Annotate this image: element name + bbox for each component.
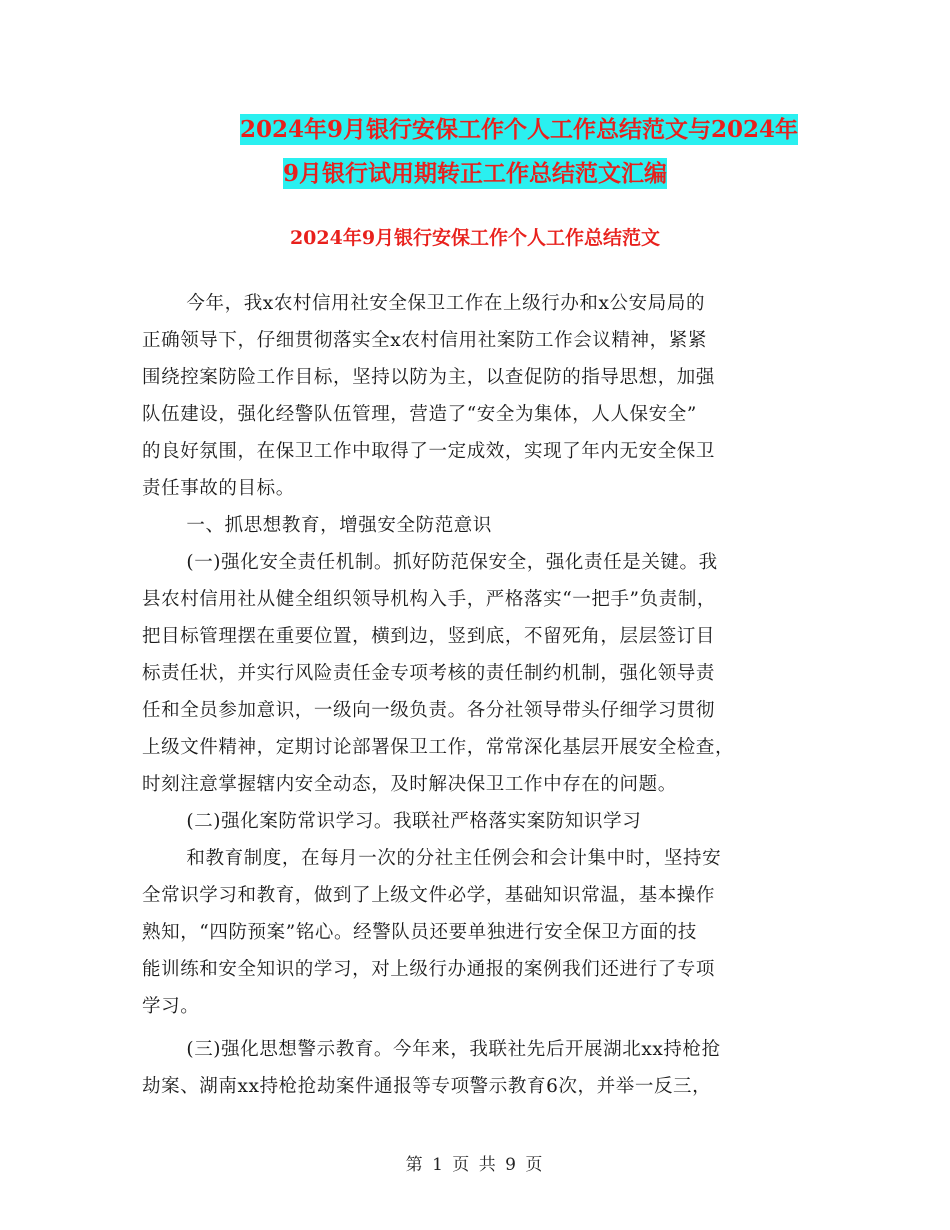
text-line: 任和全员参加意识，一级向一级负责。各分社领导带头仔细学习贯彻: [142, 700, 716, 721]
text-line: (三)强化思想警示教育。今年来，我联社先后开展湖北xx持枪抢: [186, 1039, 721, 1060]
section-heading: 一、抓思想教育，增强安全防范意识: [186, 515, 492, 536]
text-line: 全常识学习和教育，做到了上级文件必学，基础知识常温，基本操作: [142, 885, 716, 906]
text-line: 时刻注意掌握辖内安全动态，及时解决保卫工作中存在的问题。: [142, 774, 677, 795]
text-line: 正确领导下，仔细贯彻落实全x农村信用社案防工作会议精神，紧紧: [142, 330, 707, 351]
text-line: (一)强化安全责任机制。抓好防范保安全，强化责任是关键。我: [186, 552, 718, 573]
text-line: 标责任状，并实行风险责任金专项考核的责任制约机制，强化领导责: [142, 663, 716, 684]
document-title-line-2: [0, 154, 950, 194]
section-title: 2024年9月银行安保工作个人工作总结范文: [289, 227, 661, 249]
text-line: 上级文件精神，定期讨论部署保卫工作，常常深化基层开展安全检查，: [142, 737, 735, 758]
text-line: 劫案、湖南xx持枪抢劫案件通报等专项警示教育6次，并举一反三，: [142, 1076, 712, 1097]
text-line: 县农村信用社从健全组织领导机构入手，严格落实“一把手”负责制，: [142, 589, 717, 610]
text-line: 和教育制度，在每月一次的分社主任例会和会计集中时，坚持安: [186, 848, 722, 869]
text-line: 今年，我x农村信用社安全保卫工作在上级行办和x公安局局的: [186, 293, 706, 314]
text-line: 学习。: [142, 996, 200, 1017]
text-line: 围绕控案防险工作目标，坚持以防为主，以查促防的指导思想，加强: [142, 367, 716, 388]
text-line: 队伍建设，强化经警队伍管理，营造了“安全为集体，人人保安全”: [142, 404, 697, 425]
title-highlight: 9月银行试用期转正工作总结范文汇编: [282, 160, 667, 187]
text-line: 责任事故的目标。: [142, 478, 295, 499]
page-footer: 第 1 页 共 9 页: [405, 1155, 545, 1175]
text-line: 熟知，“四防预案”铭心。经警队员还要单独进行安全保卫方面的技: [142, 922, 697, 943]
document-title-line-1: [44, 110, 950, 150]
body-text: [142, 285, 802, 1105]
text-line: 把目标管理摆在重要位置，横到边，竖到底，不留死角，层层签订目: [142, 626, 716, 647]
text-line: (二)强化案防常识学习。我联社严格落实案防知识学习: [186, 811, 642, 832]
text-line: 的良好氛围，在保卫工作中取得了一定成效，实现了年内无安全保卫: [142, 441, 716, 462]
title-highlight: 2024年9月银行安保工作个人工作总结范文与2024年: [239, 116, 799, 143]
text-line: 能训练和安全知识的学习，对上级行办通报的案例我们还进行了专项: [142, 959, 716, 980]
